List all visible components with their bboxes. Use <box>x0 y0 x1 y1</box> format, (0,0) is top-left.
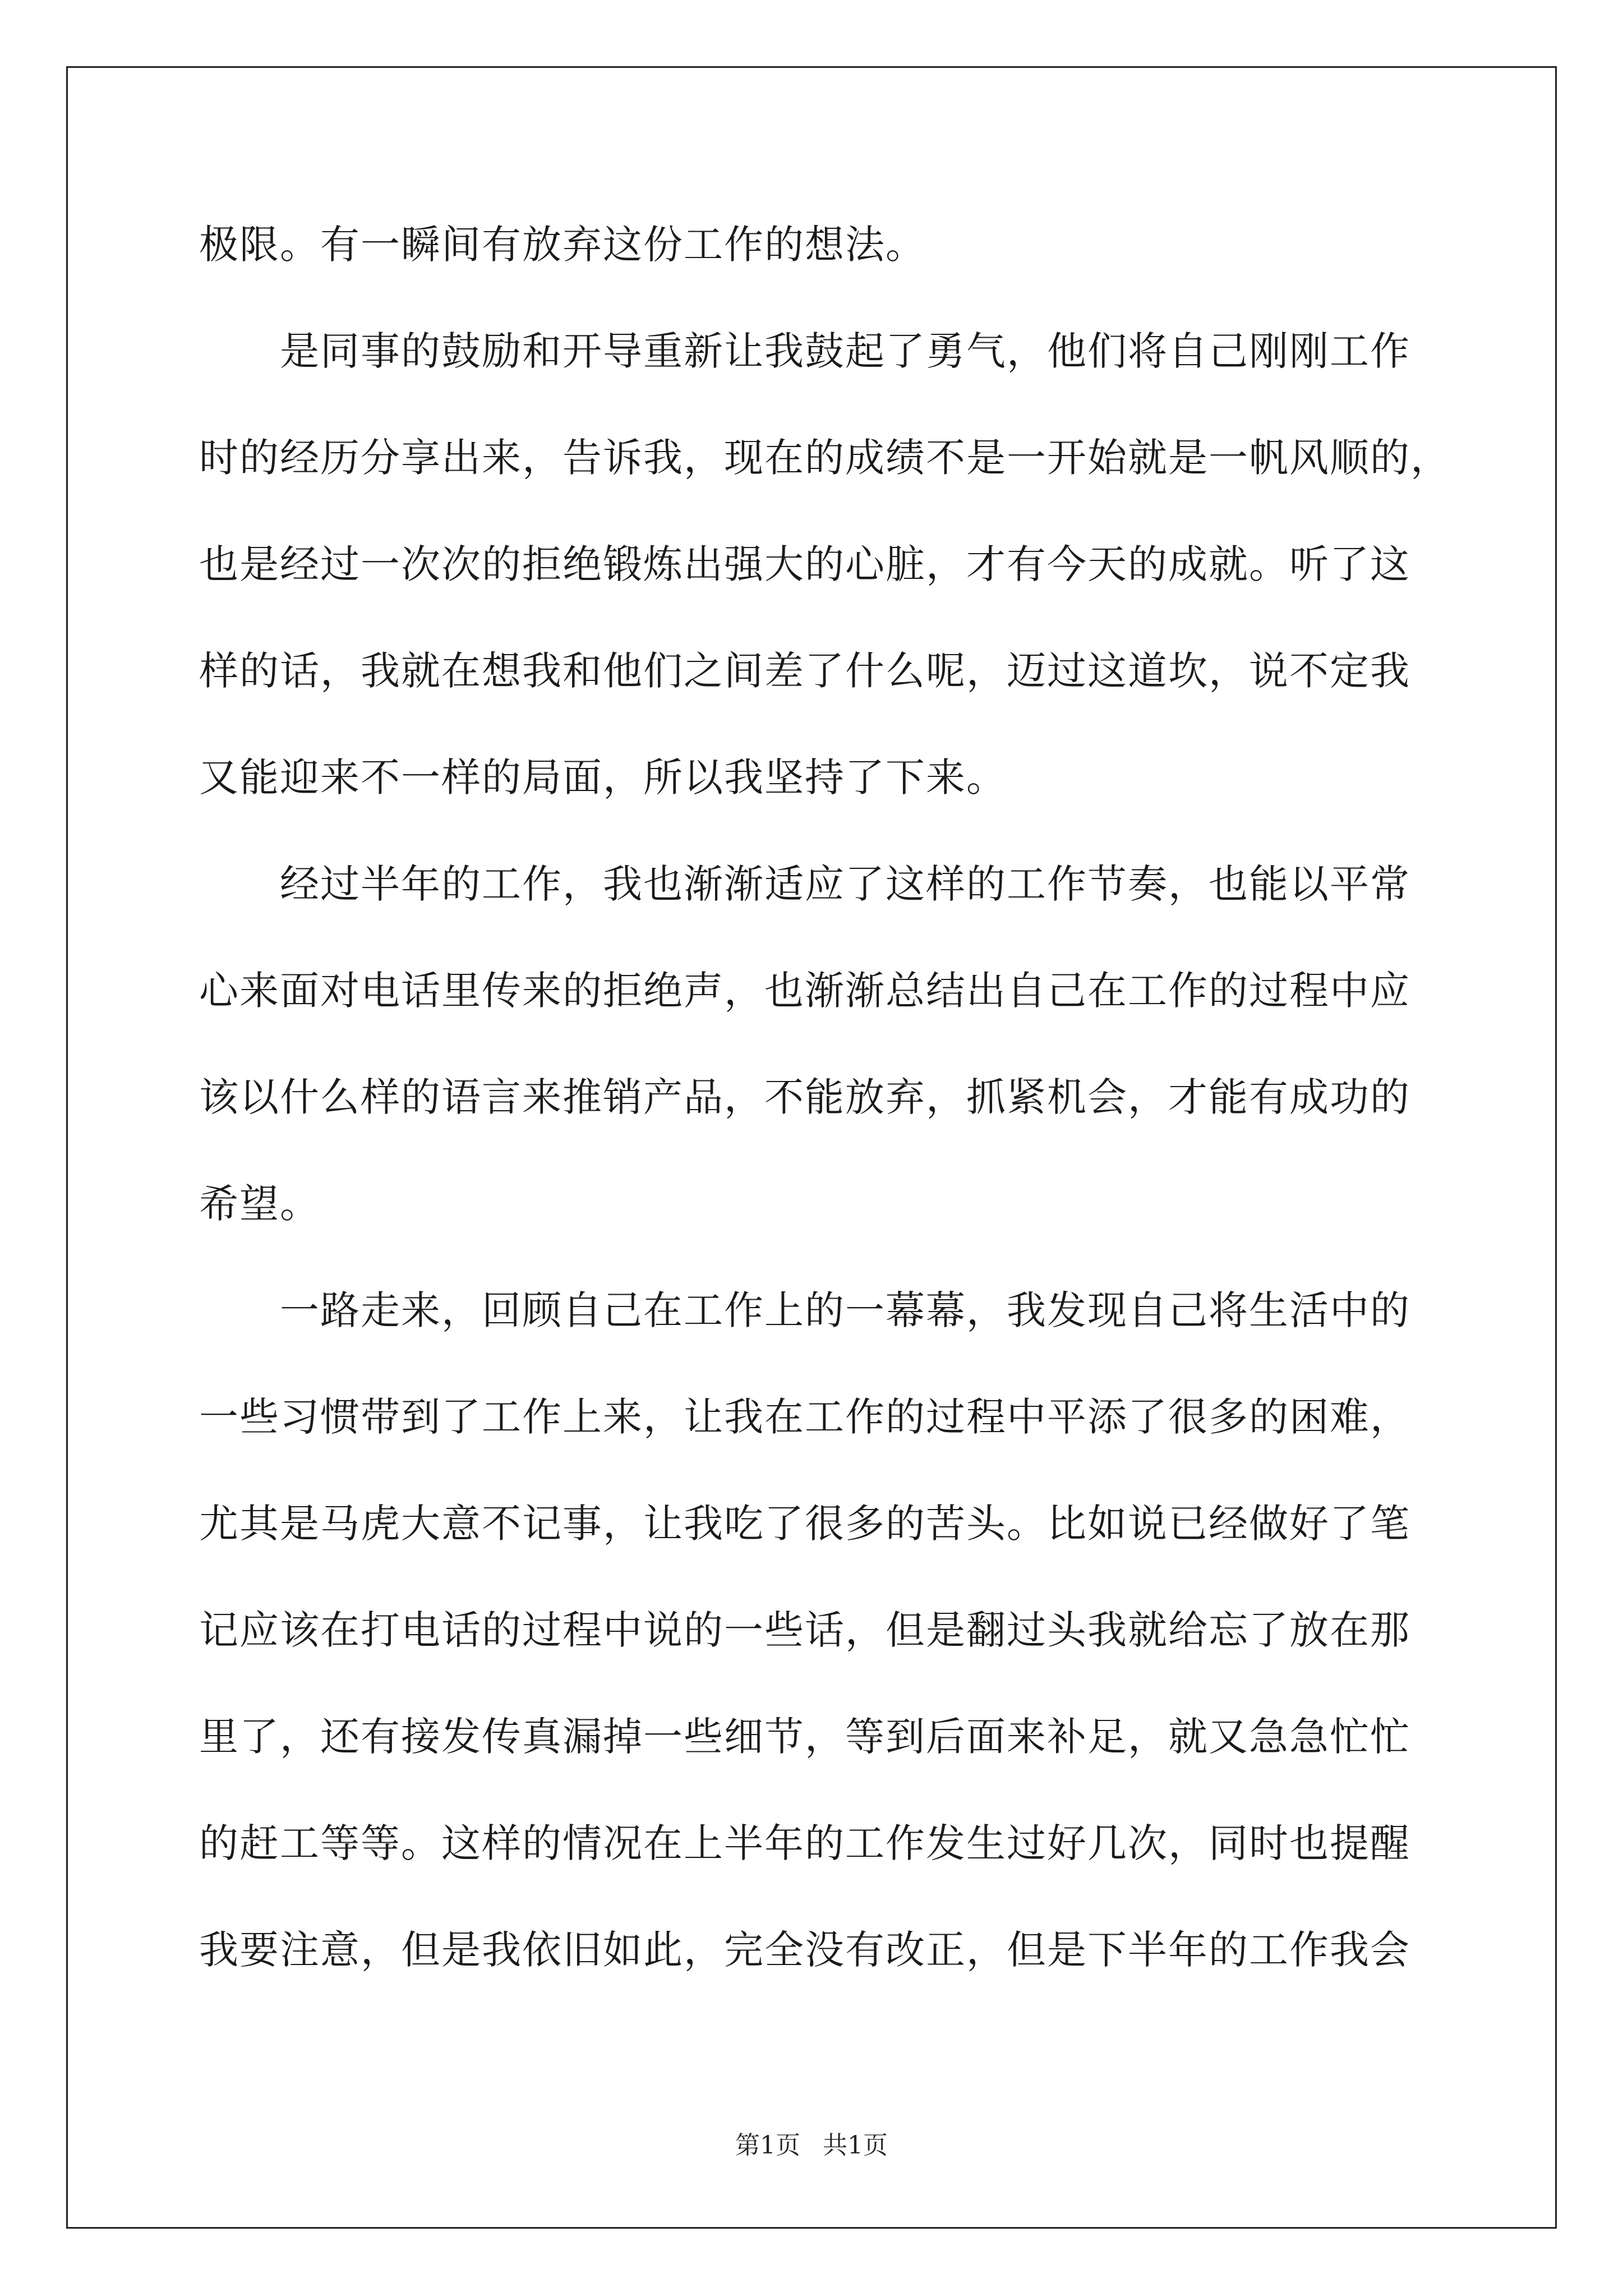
text-line: 是同事的鼓励和开导重新让我鼓起了勇气，他们将自己刚刚工作 <box>199 328 1410 374</box>
text-line: 时的经历分享出来，告诉我，现在的成绩不是一开始就是一帆风顺的， <box>199 435 1451 481</box>
page-border <box>66 66 1557 2229</box>
page-footer <box>0 2129 1623 2162</box>
text-line: 心来面对电话里传来的拒绝声，也渐渐总结出自己在工作的过程中应 <box>199 968 1410 1014</box>
text-line: 样的话，我就在想我和他们之间差了什么呢，迈过这道坎，说不定我 <box>199 648 1410 694</box>
text-line: 的赶工等等。这样的情况在上半年的工作发生过好几次，同时也提醒 <box>199 1820 1410 1866</box>
page-number: 第1页 <box>735 2131 800 2160</box>
text-line: 希望。 <box>199 1181 320 1227</box>
text-line: 该以什么样的语言来推销产品，不能放弃，抓紧机会，才能有成功的 <box>199 1074 1410 1120</box>
text-line: 又能迎来不一样的局面，所以我坚持了下来。 <box>199 754 1007 800</box>
text-line: 尤其是马虎大意不记事，让我吃了很多的苦头。比如说已经做好了笔 <box>199 1501 1410 1547</box>
text-line: 也是经过一次次的拒绝锻炼出强大的心脏，才有今天的成就。听了这 <box>199 541 1410 587</box>
text-line: 里了，还有接发传真漏掉一些细节，等到后面来补足，就又急急忙忙 <box>199 1714 1410 1760</box>
page-total: 共1页 <box>823 2131 888 2160</box>
text-line: 极限。有一瞬间有放弃这份工作的想法。 <box>199 222 926 268</box>
text-line: 一路走来，回顾自己在工作上的一幕幕，我发现自己将生活中的 <box>199 1287 1410 1333</box>
text-line: 经过半年的工作，我也渐渐适应了这样的工作节奏，也能以平常 <box>199 861 1410 907</box>
text-line: 一些习惯带到了工作上来，让我在工作的过程中平添了很多的困难， <box>199 1394 1410 1440</box>
text-line: 记应该在打电话的过程中说的一些话，但是翻过头我就给忘了放在那 <box>199 1607 1410 1653</box>
text-line: 我要注意，但是我依旧如此，完全没有改正，但是下半年的工作我会 <box>199 1927 1410 1973</box>
